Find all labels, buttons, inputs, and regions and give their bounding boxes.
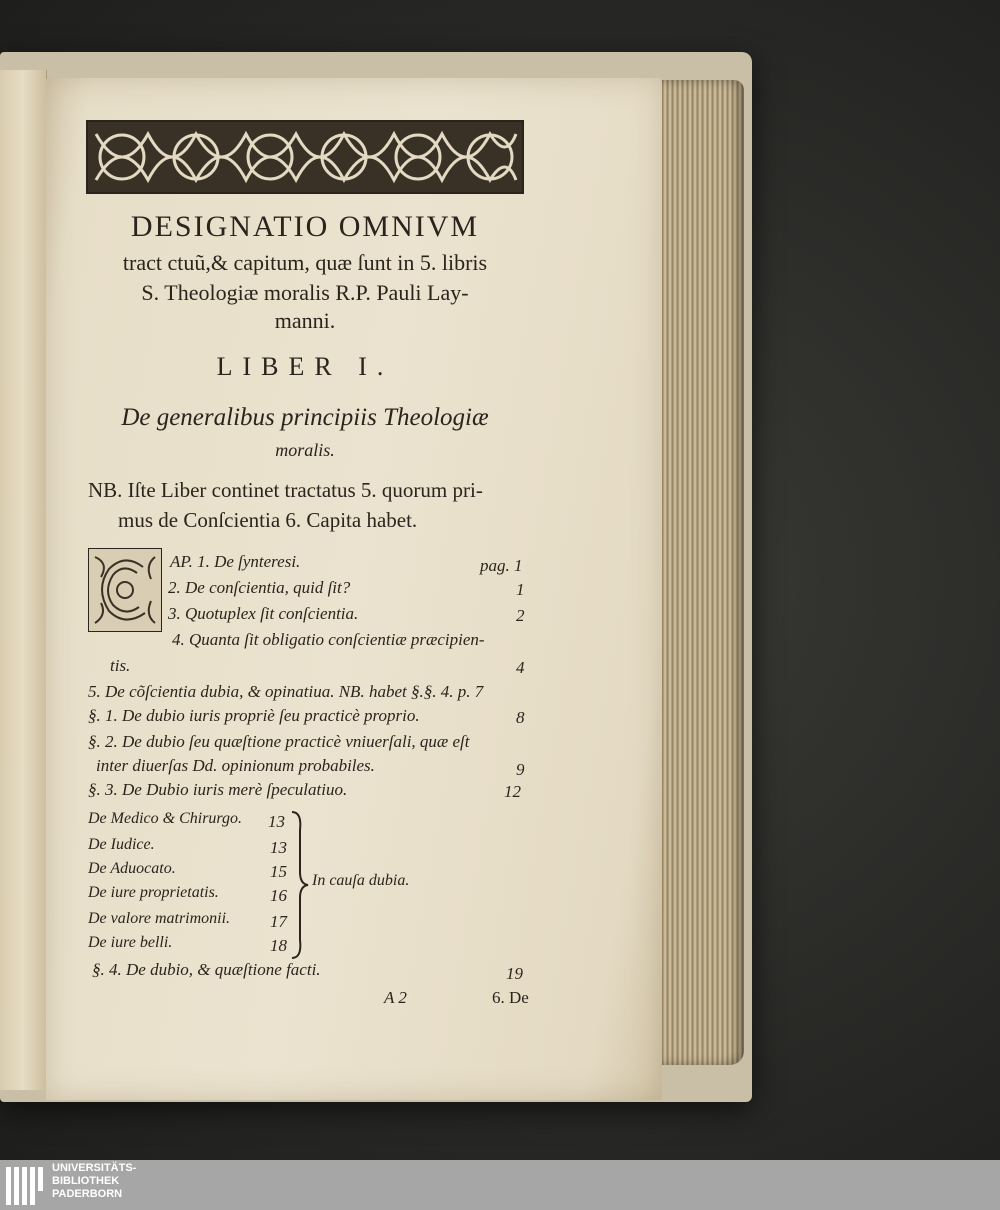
toc-entry: 3. Quotuplex ſit conſcientia.: [168, 604, 359, 623]
toc-page: 1: [516, 580, 525, 599]
footer-bar: [0, 1160, 1000, 1210]
section-heading-line-2: moralis.: [275, 440, 335, 460]
left-page-edge: [0, 70, 47, 1090]
subtitle-line-1: tract ctuũ,& capitum, quæ ſunt in 5. libris: [122, 250, 488, 275]
subtitle-line-3: manni.: [274, 308, 336, 333]
toc-entry: §. 3. De Dubio iuris merè ſpeculatiuo.: [88, 780, 348, 799]
brace-label: In cauſa dubia.: [312, 872, 410, 889]
page-title: DESIGNATIO OMNIVM: [130, 210, 480, 243]
toc-entry: 4. Quanta ſit obligatio conſcientiæ præcipien-: [172, 630, 485, 649]
case-entry: De Aduocato.: [88, 860, 176, 877]
case-page: 17: [270, 912, 287, 931]
case-page: 18: [270, 936, 287, 955]
note-line-1: NB. Iſte Liber continet tractatus 5. quorum pri-: [88, 478, 483, 502]
book-heading: LIBER I.: [216, 352, 394, 381]
logo-line-1: UNIVERSITÄTS-: [52, 1162, 137, 1174]
case-page: 13: [268, 812, 285, 831]
toc-page: 4: [516, 658, 525, 677]
note-line-2: mus de Conſcientia 6. Capita habet.: [118, 508, 418, 532]
case-entry: De iure belli.: [88, 934, 173, 951]
logo-line-3: PADERBORN: [52, 1188, 123, 1200]
catchword: 6. De: [492, 988, 529, 1007]
page-edges: [652, 80, 744, 1065]
case-page: 15: [270, 862, 287, 881]
toc-page: 9: [516, 760, 525, 779]
subtitle-line-2: S. Theologiæ moralis R.P. Pauli Lay-: [141, 280, 469, 305]
toc-entry: 2. De conſcientia, quid ſit?: [168, 578, 351, 597]
toc-entry: §. 1. De dubio iuris propriè ſeu practicè proprio.: [88, 706, 420, 725]
case-page: 16: [270, 886, 287, 905]
case-entry: De iure proprietatis.: [88, 884, 219, 901]
last-toc-page: 19: [506, 964, 523, 983]
section-heading-line-1: De generalibus principiis Theologiæ: [121, 404, 489, 431]
library-logo-text: [52, 1162, 136, 1201]
toc-page: 8: [516, 708, 525, 727]
toc-page: pag. 1: [480, 556, 523, 575]
toc-entry: tis.: [110, 656, 131, 675]
toc-entry: 5. De cõſcientia dubia, & opinatiua. NB. habet §.§. 4. p. 7: [88, 682, 484, 701]
last-toc-entry: §. 4. De dubio, & quæſtione facti.: [92, 960, 321, 979]
case-entry: De Medico & Chirurgo.: [88, 810, 243, 827]
decorated-initial-c-icon: [88, 548, 162, 632]
library-logo-icon: [6, 1163, 46, 1207]
case-page: 13: [270, 838, 287, 857]
signature-mark: A 2: [384, 988, 407, 1007]
case-entry: De Iudice.: [88, 836, 155, 853]
toc-entry: AP. 1. De ſynteresi.: [170, 552, 301, 571]
toc-page: 2: [516, 606, 525, 625]
logo-line-2: BIBLIOTHEK: [52, 1175, 120, 1187]
curly-brace-icon: [288, 810, 310, 960]
ornament-band-icon: [86, 120, 524, 194]
toc-entry: §. 2. De dubio ſeu quæſtione practicè vniuerſali, quæ eſt: [88, 732, 470, 751]
toc-entry: inter diuerſas Dd. opinionum probabiles.: [96, 756, 375, 775]
toc-page: 12: [504, 782, 521, 801]
case-entry: De valore matrimonii.: [88, 910, 231, 927]
